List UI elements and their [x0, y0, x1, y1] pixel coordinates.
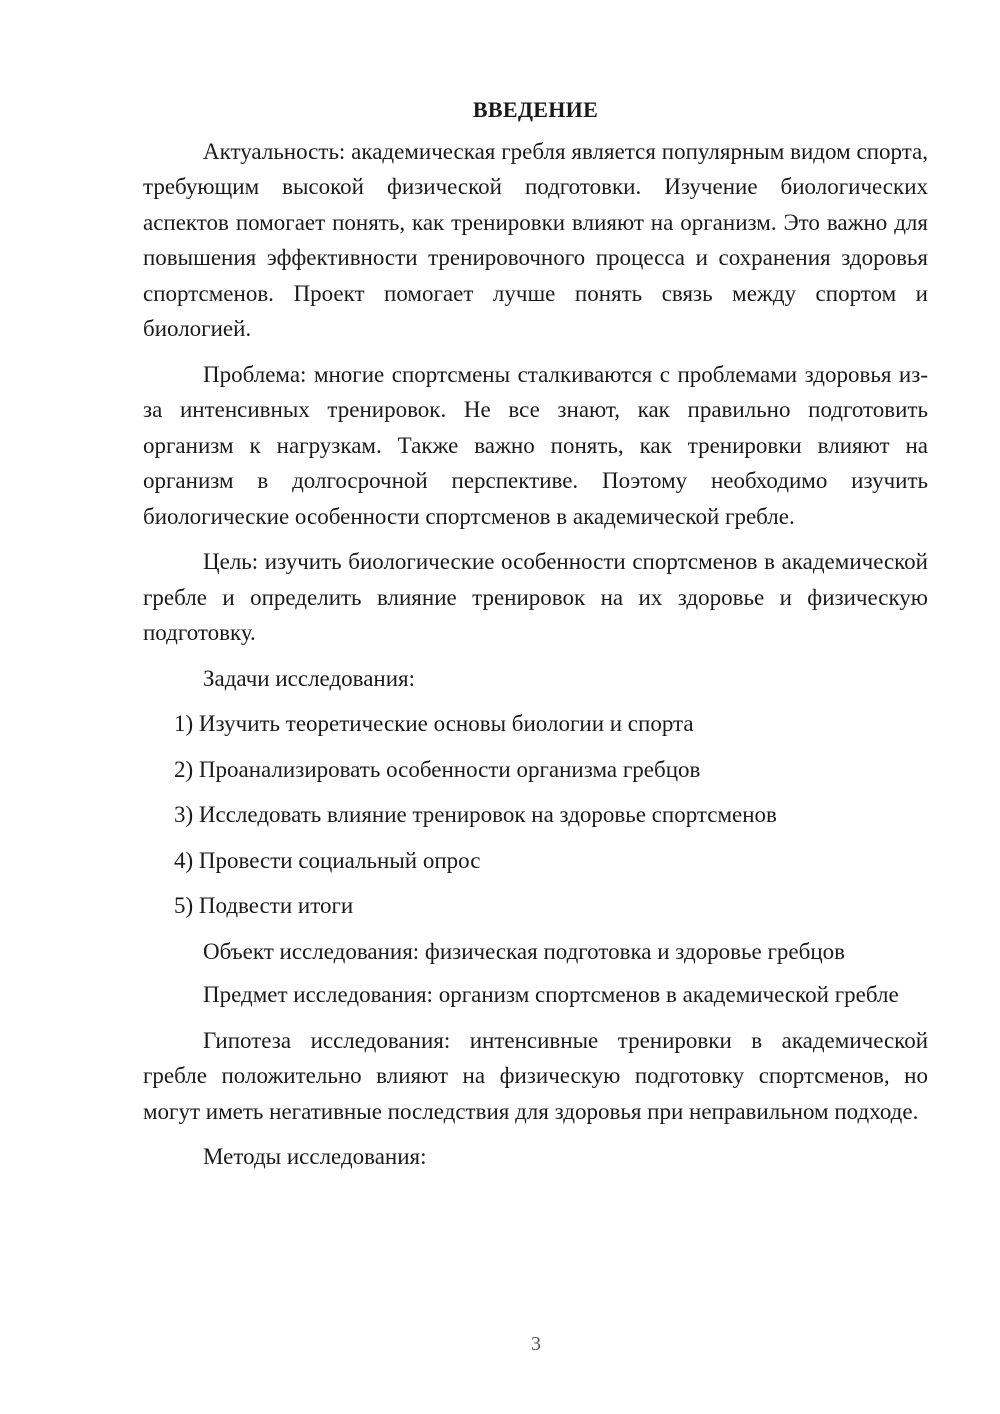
methods-heading: Методы исследования: — [203, 1144, 427, 1169]
relevance-paragraph: Актуальность: академическая гребля является популярным видом спорта, требующим высокой физической подготовки. Изучение биологических аспектов помогает понять, как тренировки влияют на организм. Это важно для повышения эффективности тренировочного процесса и сохранения здоровья спортсменов. Проект помогает лучше понять связь между спортом и биологией. — [143, 138, 928, 341]
task-item: 2) Проанализировать особенности организма гребцов — [174, 756, 701, 782]
object-paragraph: Объект исследования: физическая подготовка и здоровье гребцов — [203, 938, 846, 964]
problem-paragraph: Проблема: многие спортсмены сталкиваются с проблемами здоровья из-за интенсивных тренировок. Не все знают, как правильно подготовить организм к нагрузкам. Также важно понять, как тренировки влияют на организм в долгосрочной перспективе. Поэтому необходимо изучить биологические особенности спортсменов в академической гребле. — [143, 361, 928, 529]
tasks-heading: Задачи исследования: — [203, 665, 416, 691]
page-title: ВВЕДЕНИЕ — [472, 97, 599, 122]
task-item: 4) Провести социальный опрос — [174, 847, 481, 873]
page-content — [143, 92, 928, 1185]
hypothesis-paragraph: Гипотеза исследования: интенсивные тренировки в академической гребле положительно влияют на физическую подготовку спортсменов, но могут иметь негативные последствия для здоровья при неправильном подходе. — [143, 1027, 928, 1124]
task-item: 3) Исследовать влияние тренировок на здоровье спортсменов — [174, 802, 777, 827]
page-number: 3 — [531, 1333, 541, 1355]
subject-paragraph: Предмет исследования: организм спортсменов в академической гребле — [203, 982, 899, 1007]
task-item: 1) Изучить теоретические основы биологии и спорта — [174, 711, 694, 736]
goal-paragraph: Цель: изучить биологические особенности спортсменов в академической гребле и определить влияние тренировок на их здоровье и физическую подготовку. — [143, 549, 928, 645]
task-item: 5) Подвести итоги — [174, 893, 354, 918]
